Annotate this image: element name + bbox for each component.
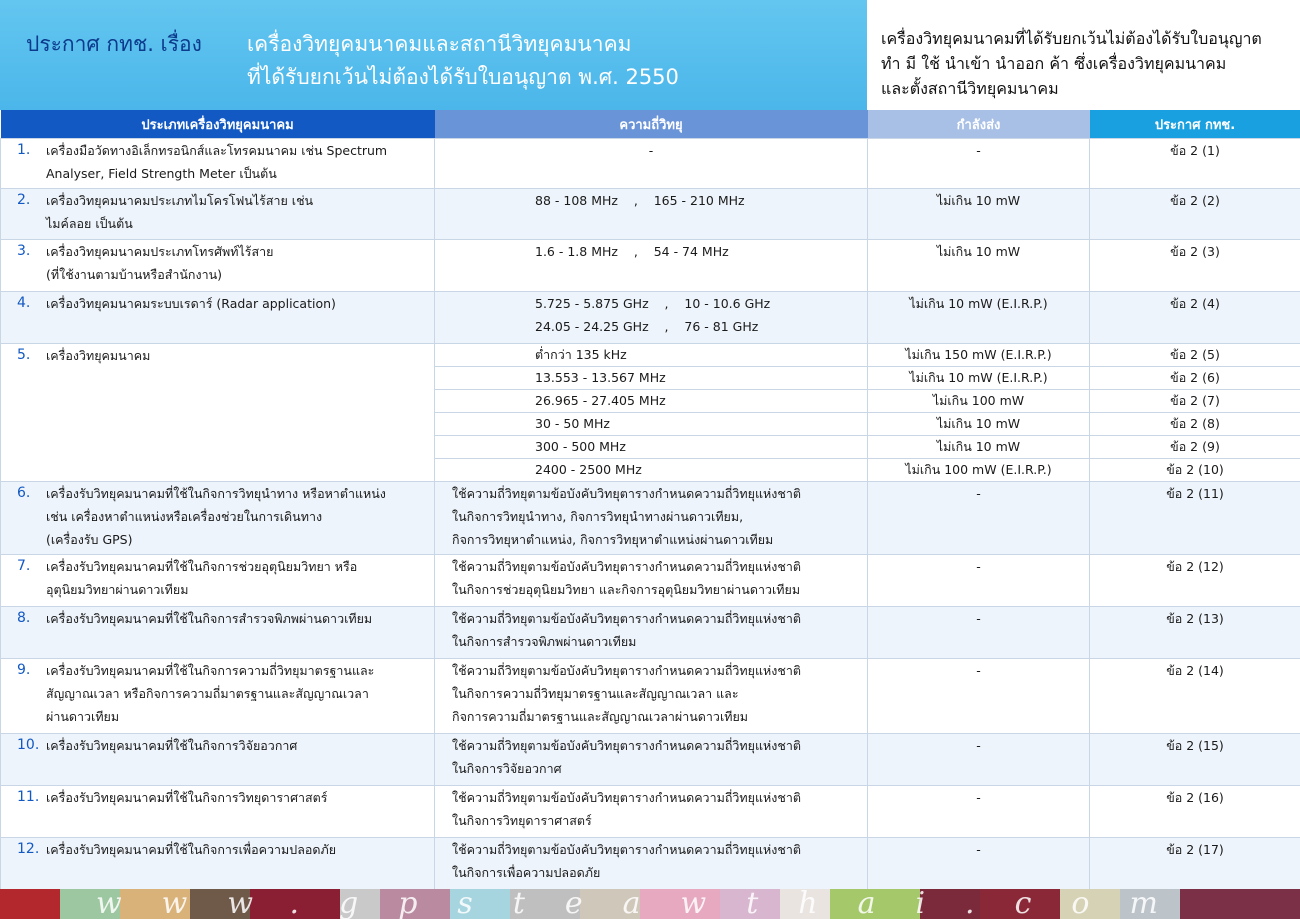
frequency-cell: 1.6 - 1.8 MHz , 54 - 74 MHz	[435, 240, 868, 292]
frequency-cell	[435, 607, 868, 659]
frequency-cell	[435, 659, 868, 734]
category-cell	[1, 659, 435, 734]
category-text: สัญญาณเวลา หรือกิจการความถี่มาตรฐานและสัญญาณเวลา	[46, 686, 369, 701]
power-cell: -	[868, 139, 1090, 189]
power-cell: ไม่เกิน 10 mW (E.I.R.P.)	[868, 292, 1090, 344]
category-text: ผ่านดาวเทียม	[46, 709, 120, 724]
category-cell	[1, 292, 435, 344]
frequency-cell: 13.553 - 13.567 MHz	[435, 367, 868, 390]
frequency-text: กิจการความถี่มาตรฐานและสัญญาณเวลาผ่านดาวเทียม	[452, 709, 749, 724]
column-header-announcement: ประกาศ กทช.	[1090, 110, 1300, 139]
announcement-cell: ข้อ 2 (10)	[1090, 459, 1300, 482]
frequency-text: ในกิจการวิจัยอวกาศ	[452, 761, 562, 776]
frequency-text: ใช้ความถี่วิทยุตามข้อบังคับวิทยุตารางกำหนดความถี่วิทยุแห่งชาติ	[452, 790, 801, 805]
frequency-text: กิจการวิทยุหาตำแหน่ง, กิจการวิทยุหาตำแหน่งผ่านดาวเทียม	[452, 532, 774, 547]
frequency-cell	[435, 734, 868, 786]
row-number: 12.	[17, 841, 40, 857]
table-header-row	[1, 110, 1300, 139]
frequency-cell	[435, 786, 868, 838]
row-number: 10.	[17, 737, 40, 753]
announcement-cell: ข้อ 2 (14)	[1090, 659, 1300, 734]
power-cell: -	[868, 555, 1090, 607]
page-title	[247, 28, 679, 94]
row-number: 2.	[17, 192, 31, 208]
announcement-cell: ข้อ 2 (5)	[1090, 344, 1300, 367]
power-cell: ไม่เกิน 10 mW	[868, 436, 1090, 459]
announcement-cell: ข้อ 2 (11)	[1090, 482, 1300, 555]
table-row	[1, 838, 1300, 890]
announcement-label: ประกาศ กทช. เรื่อง	[26, 32, 202, 56]
category-text: เช่น เครื่องหาตำแหน่งหรือเครื่องช่วยในการเดินทาง	[46, 509, 323, 524]
category-text: เครื่องวิทยุคมนาคมระบบเรดาร์ (Radar application)	[46, 296, 336, 311]
frequency-cell: ต่ำกว่า 135 kHz	[435, 344, 868, 367]
row-number: 3.	[17, 243, 31, 259]
power-cell: ไม่เกิน 10 mW	[868, 413, 1090, 436]
category-text: (ที่ใช้งานตามบ้านหรือสำนักงาน)	[46, 267, 223, 282]
table-row	[1, 786, 1300, 838]
column-header-frequency: ความถี่วิทยุ	[435, 110, 868, 139]
category-cell	[1, 189, 435, 240]
page-header	[0, 0, 1300, 110]
power-cell: -	[868, 607, 1090, 659]
exemption-table	[0, 110, 1300, 890]
category-text: Analyser, Field Strength Meter เป็นต้น	[46, 166, 277, 181]
announcement-cell: ข้อ 2 (1)	[1090, 139, 1300, 189]
category-text: (เครื่องรับ GPS)	[46, 532, 133, 547]
category-text: อุตุนิยมวิทยาผ่านดาวเทียม	[46, 582, 189, 597]
category-text: เครื่องมือวัดทางอิเล็กทรอนิกส์และโทรคมนาคม เช่น Spectrum	[46, 143, 388, 158]
description-line-2: ทำ มี ใช้ นำเข้า นำออก ค้า ซึ่งเครื่องวิทยุคมนาคม	[881, 54, 1227, 73]
table-row	[1, 189, 1300, 240]
table-row	[1, 607, 1300, 659]
frequency-text: 24.05 - 24.25 GHz , 76 - 81 GHz	[535, 319, 759, 334]
power-cell: ไม่เกิน 10 mW (E.I.R.P.)	[868, 367, 1090, 390]
row-number: 5.	[17, 347, 31, 363]
category-cell	[1, 482, 435, 555]
power-cell: -	[868, 482, 1090, 555]
power-cell: ไม่เกิน 10 mW	[868, 240, 1090, 292]
announcement-cell: ข้อ 2 (15)	[1090, 734, 1300, 786]
category-text: เครื่องรับวิทยุคมนาคมที่ใช้ในกิจการวิทยุนำทาง หรือหาตำแหน่ง	[46, 486, 386, 501]
row-number: 7.	[17, 558, 31, 574]
row-number: 6.	[17, 485, 31, 501]
frequency-cell	[435, 838, 868, 890]
announcement-cell: ข้อ 2 (8)	[1090, 413, 1300, 436]
power-cell: -	[868, 659, 1090, 734]
announcement-cell: ข้อ 2 (12)	[1090, 555, 1300, 607]
header-description	[881, 26, 1262, 101]
frequency-cell: 300 - 500 MHz	[435, 436, 868, 459]
table-row	[1, 659, 1300, 734]
announcement-cell: ข้อ 2 (13)	[1090, 607, 1300, 659]
announcement-cell: ข้อ 2 (16)	[1090, 786, 1300, 838]
footer-url-text: www.gpsteawthai.com	[96, 889, 1198, 919]
row-number: 8.	[17, 610, 31, 626]
frequency-text: ใช้ความถี่วิทยุตามข้อบังคับวิทยุตารางกำหนดความถี่วิทยุแห่งชาติ	[452, 611, 801, 626]
announcement-cell: ข้อ 2 (4)	[1090, 292, 1300, 344]
title-line-2: ที่ได้รับยกเว้นไม่ต้องได้รับใบอนุญาต พ.ศ. 2550	[247, 65, 679, 89]
frequency-text: 5.725 - 5.875 GHz , 10 - 10.6 GHz	[535, 296, 771, 311]
category-text: เครื่องวิทยุคมนาคมประเภทไมโครโฟนไร้สาย เช่น	[46, 193, 314, 208]
table-row	[1, 344, 1300, 367]
category-text: เครื่องรับวิทยุคมนาคมที่ใช้ในกิจการเพื่อความปลอดภัย	[46, 842, 337, 857]
frequency-text: ในกิจการวิทยุดาราศาสตร์	[452, 813, 592, 828]
category-text: เครื่องวิทยุคมนาคมประเภทโทรศัพท์ไร้สาย	[46, 244, 274, 259]
table-row	[1, 734, 1300, 786]
power-cell: -	[868, 734, 1090, 786]
frequency-cell	[435, 555, 868, 607]
category-cell	[1, 786, 435, 838]
power-cell: -	[868, 838, 1090, 890]
announcement-cell: ข้อ 2 (9)	[1090, 436, 1300, 459]
frequency-text: ในกิจการสำรวจพิภพผ่านดาวเทียม	[452, 634, 637, 649]
frequency-text: ใช้ความถี่วิทยุตามข้อบังคับวิทยุตารางกำหนดความถี่วิทยุแห่งชาติ	[452, 559, 801, 574]
column-header-power: กำลังส่ง	[868, 110, 1090, 139]
frequency-text: ในกิจการวิทยุนำทาง, กิจการวิทยุนำทางผ่านดาวเทียม,	[452, 509, 744, 524]
frequency-cell: 2400 - 2500 MHz	[435, 459, 868, 482]
announcement-cell: ข้อ 2 (2)	[1090, 189, 1300, 240]
frequency-cell: -	[435, 139, 868, 189]
table-row	[1, 482, 1300, 555]
frequency-cell: 26.965 - 27.405 MHz	[435, 390, 868, 413]
power-cell: -	[868, 786, 1090, 838]
category-text: เครื่องรับวิทยุคมนาคมที่ใช้ในกิจการความถี่วิทยุมาตรฐานและ	[46, 663, 375, 678]
category-cell	[1, 344, 435, 482]
power-cell: ไม่เกิน 150 mW (E.I.R.P.)	[868, 344, 1090, 367]
description-line-1: เครื่องวิทยุคมนาคมที่ได้รับยกเว้นไม่ต้องได้รับใบอนุญาต	[881, 29, 1262, 48]
category-text: เครื่องรับวิทยุคมนาคมที่ใช้ในกิจการวิจัยอวกาศ	[46, 738, 298, 753]
frequency-text: ในกิจการช่วยอุตุนิยมวิทยา และกิจการอุตุนิยมวิทยาผ่านดาวเทียม	[452, 582, 801, 597]
table-row	[1, 139, 1300, 189]
frequency-cell: 30 - 50 MHz	[435, 413, 868, 436]
title-line-1: เครื่องวิทยุคมนาคมและสถานีวิทยุคมนาคม	[247, 32, 632, 56]
header-title-panel	[0, 0, 867, 110]
frequency-text: ใช้ความถี่วิทยุตามข้อบังคับวิทยุตารางกำหนดความถี่วิทยุแห่งชาติ	[452, 486, 801, 501]
power-cell: ไม่เกิน 10 mW	[868, 189, 1090, 240]
row-number: 9.	[17, 662, 31, 678]
row-number: 1.	[17, 142, 31, 158]
row-number: 11.	[17, 789, 40, 805]
frequency-text: ใช้ความถี่วิทยุตามข้อบังคับวิทยุตารางกำหนดความถี่วิทยุแห่งชาติ	[452, 738, 801, 753]
announcement-cell: ข้อ 2 (3)	[1090, 240, 1300, 292]
category-text: ไมค์ลอย เป็นต้น	[46, 216, 133, 231]
category-text: เครื่องรับวิทยุคมนาคมที่ใช้ในกิจการสำรวจพิภพผ่านดาวเทียม	[46, 611, 373, 626]
frequency-cell	[435, 292, 868, 344]
category-cell	[1, 139, 435, 189]
category-cell	[1, 240, 435, 292]
footer-banner	[0, 889, 1300, 919]
category-cell	[1, 555, 435, 607]
category-cell	[1, 734, 435, 786]
category-text: เครื่องรับวิทยุคมนาคมที่ใช้ในกิจการวิทยุดาราศาสตร์	[46, 790, 328, 805]
category-cell	[1, 838, 435, 890]
announcement-cell: ข้อ 2 (6)	[1090, 367, 1300, 390]
frequency-text: ใช้ความถี่วิทยุตามข้อบังคับวิทยุตารางกำหนดความถี่วิทยุแห่งชาติ	[452, 663, 801, 678]
column-header-type: ประเภทเครื่องวิทยุคมนาคม	[1, 110, 435, 139]
frequency-text: ในกิจการเพื่อความปลอดภัย	[452, 865, 601, 880]
table-row	[1, 555, 1300, 607]
description-line-3: และตั้งสถานีวิทยุคมนาคม	[881, 79, 1059, 98]
power-cell: ไม่เกิน 100 mW	[868, 390, 1090, 413]
header-description-panel	[867, 0, 1300, 111]
category-text: เครื่องวิทยุคมนาคม	[46, 348, 151, 363]
frequency-cell: 88 - 108 MHz , 165 - 210 MHz	[435, 189, 868, 240]
category-cell	[1, 607, 435, 659]
row-number: 4.	[17, 295, 31, 311]
announcement-cell: ข้อ 2 (7)	[1090, 390, 1300, 413]
frequency-cell	[435, 482, 868, 555]
category-text: เครื่องรับวิทยุคมนาคมที่ใช้ในกิจการช่วยอุตุนิยมวิทยา หรือ	[46, 559, 358, 574]
frequency-text: ในกิจการความถี่วิทยุมาตรฐานและสัญญาณเวลา และ	[452, 686, 739, 701]
power-cell: ไม่เกิน 100 mW (E.I.R.P.)	[868, 459, 1090, 482]
frequency-text: ใช้ความถี่วิทยุตามข้อบังคับวิทยุตารางกำหนดความถี่วิทยุแห่งชาติ	[452, 842, 801, 857]
announcement-cell: ข้อ 2 (17)	[1090, 838, 1300, 890]
table-row	[1, 240, 1300, 292]
table-row	[1, 292, 1300, 344]
